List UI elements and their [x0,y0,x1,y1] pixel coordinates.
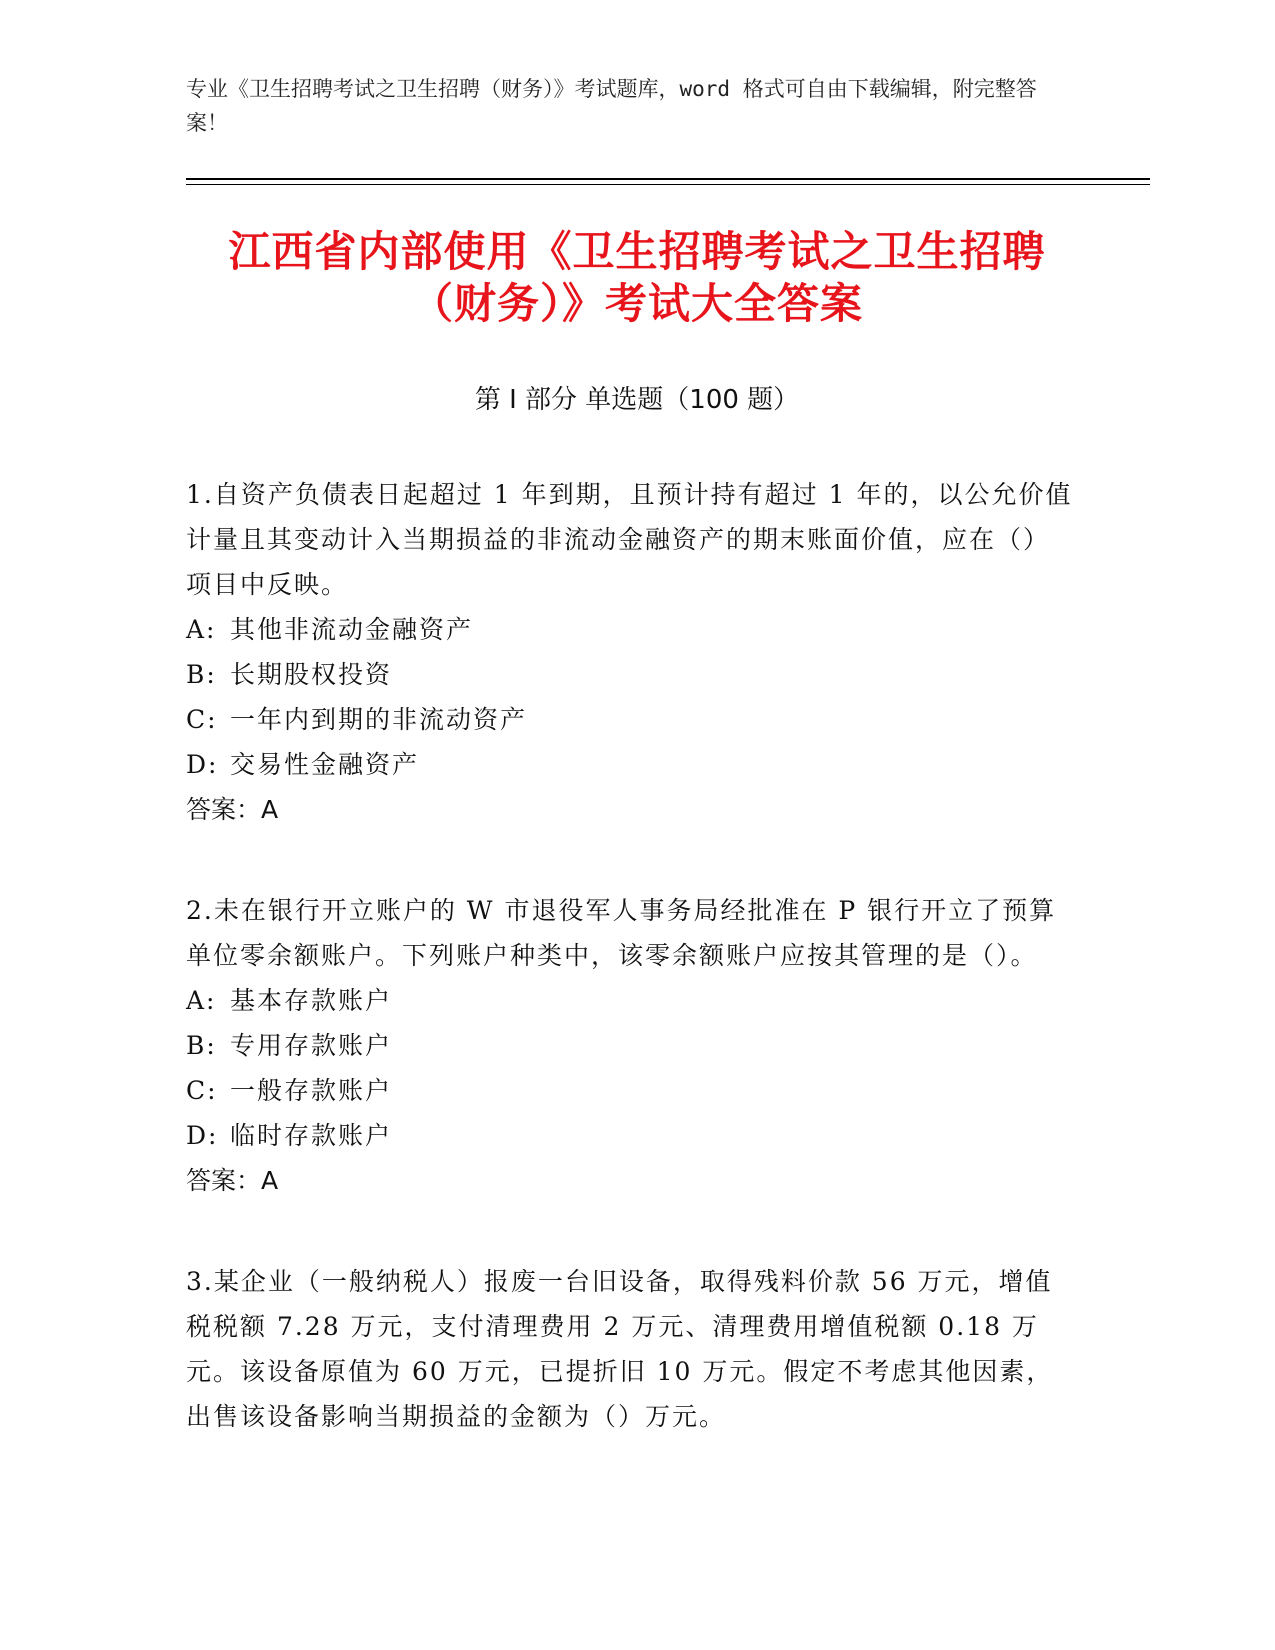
option-text: 一般存款账户 [230,1076,393,1105]
option-text: 长期股权投资 [230,660,393,689]
option-text: 基本存款账户 [230,986,393,1015]
option-a [186,978,1076,1023]
option-a [186,607,1076,652]
answer-line: 答案：A [186,795,279,824]
header-note: 专业《卫生招聘考试之卫生招聘（财务）》考试题库，word 格式可自由下载编辑，附完整答案！ [186,77,1037,135]
question-3 [186,1259,1076,1439]
question-stem: 1.自资产负债表日起超过 1 年到期，且预计持有超过 1 年的，以公允价值计量且其变动计入当期损益的非流动金融资产的期末账面价值，应在（）项目中反映。 [186,480,1073,599]
option-key: D: [186,750,219,779]
option-d [186,1113,1076,1158]
option-text: 交易性金融资产 [230,750,420,779]
header-divider [186,178,1150,180]
section-title: 第 I 部分 单选题（100 题） [474,385,800,415]
option-key: A: [186,615,217,644]
option-d [186,742,1076,787]
answer-line: 答案：A [186,1166,279,1195]
option-key: C: [186,1076,218,1105]
option-c [186,697,1076,742]
question-stem: 2.未在银行开立账户的 W 市退役军人事务局经批准在 P 银行开立了预算单位零余额账户。下列账户种类中，该零余额账户应按其管理的是（）。 [186,896,1057,970]
header-divider-thin [186,184,1150,185]
option-b [186,652,1076,697]
option-text: 临时存款账户 [230,1121,393,1150]
option-text: 其他非流动金融资产 [230,615,474,644]
question-stem: 3.某企业（一般纳税人）报废一台旧设备，取得残料价款 56 万元，增值税税额 7.28 万元，支付清理费用 2 万元、清理费用增值税额 0.18 万元。该设备原值为 60 万元，已提折旧 10 万元。假定不考虑其他因素，出售该设备影响当期损益的金额为（）万元。 [186,1267,1054,1431]
option-key: D: [186,1121,219,1150]
option-text: 一年内到期的非流动资产 [230,705,528,734]
option-b [186,1023,1076,1068]
option-text: 专用存款账户 [230,1031,393,1060]
option-key: A: [186,986,217,1015]
option-key: B: [186,660,217,689]
option-key: C: [186,705,218,734]
question-list [186,472,1076,1495]
option-key: B: [186,1031,217,1060]
question-1 [186,472,1076,832]
question-2 [186,888,1076,1203]
option-c [186,1068,1076,1113]
document-title: 江西省内部使用《卫生招聘考试之卫生招聘（财务）》考试大全答案 [228,227,1046,328]
